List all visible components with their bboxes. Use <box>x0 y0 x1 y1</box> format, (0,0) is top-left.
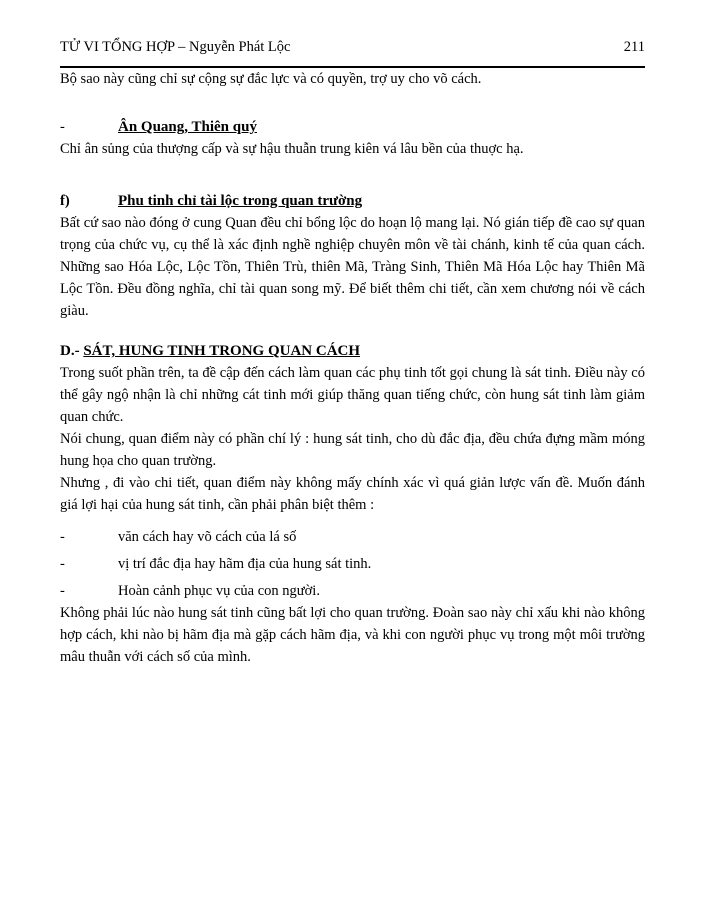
dash-marker: - <box>60 119 65 135</box>
f-marker: f) <box>60 193 70 209</box>
dash-marker: - <box>60 529 65 545</box>
list-item-text: Hoàn cảnh phục vụ của con người. <box>118 583 320 599</box>
heading-an-quang-label: Ân Quang, Thiên quý <box>118 119 257 135</box>
heading-f <box>60 190 645 212</box>
list-item <box>60 553 645 575</box>
criteria-list <box>60 526 645 602</box>
dash-marker: - <box>60 583 65 599</box>
page-header <box>60 36 645 58</box>
paragraph-d2: Nói chung, quan điểm này có phần chí lý : hung sát tinh, cho dù đắc địa, đều chứa đựng mầm móng hung họa cho quan trường. <box>60 431 645 469</box>
d-marker: D.- <box>60 343 84 359</box>
heading-an-quang <box>60 116 645 138</box>
book-title: TỬ VI TỔNG HỢP – Nguyễn Phát Lộc <box>60 39 291 55</box>
list-item <box>60 526 645 548</box>
list-item-text: vị trí đắc địa hay hãm địa của hung sát tinh. <box>118 556 372 572</box>
paragraph-d4: Không phải lúc nào hung sát tinh cũng bất lợi cho quan trường. Đoàn sao này chỉ xấu khi nào không hợp cách, khi nào bị hãm địa mà gặp cách hãm địa, và khi con người phục vụ trong một môi trường mâu thuẫn với cách số của mình. <box>60 605 645 665</box>
list-item <box>60 580 645 602</box>
page-number: 211 <box>623 39 645 55</box>
list-item-text: văn cách hay võ cách của lá số <box>118 529 297 545</box>
heading-d-label: SÁT, HUNG TINH TRONG QUAN CÁCH <box>83 343 361 359</box>
heading-d <box>60 340 645 362</box>
paragraph-intro: Bộ sao này cũng chỉ sự cộng sự đắc lực và có quyền, trợ uy cho võ cách. <box>60 71 482 87</box>
paragraph-f: Bất cứ sao nào đóng ở cung Quan đều chỉ bổng lộc do hoạn lộ mang lại. Nó gián tiếp đề cao sự quan trọng của chức vụ, cụ thể là xác định nghề nghiệp chuyên môn về tài chánh, kinh tế của quan cách. Những sao Hóa Lộc, Lộc Tồn, Thiên Trù, thiên Mã, Tràng Sinh, Thiên Mã Hóa Lộc hay Thiên Mã Lộc Tồn. Đều đồng nghĩa, chỉ tài quan song mỹ. Để biết thêm chi tiết, cần xem chương nói về cách giàu. <box>60 215 645 319</box>
dash-marker: - <box>60 556 65 572</box>
heading-f-label: Phu tinh chỉ tài lộc trong quan trường <box>118 193 363 209</box>
paragraph-d3: Nhưng , đi vào chi tiết, quan điểm này không mấy chính xác vì quá giản lược vấn đề. Muốn đánh giá lợi hại của hung sát tinh, cần phải phân biệt thêm : <box>60 475 645 513</box>
paragraph-an-quang: Chỉ ân sủng của thượng cấp và sự hậu thuẫn trung kiên vá lâu bền của thuợc hạ. <box>60 141 524 157</box>
paragraph-d1: Trong suốt phần trên, ta đề cập đến cách làm quan các phụ tinh tốt gọi chung là sát tinh. Điều này có thể gây ngộ nhận là chỉ những cát tinh mới giúp thăng quan tiếng chức, còn hung sát tinh làm giảm quan chức. <box>60 365 645 425</box>
